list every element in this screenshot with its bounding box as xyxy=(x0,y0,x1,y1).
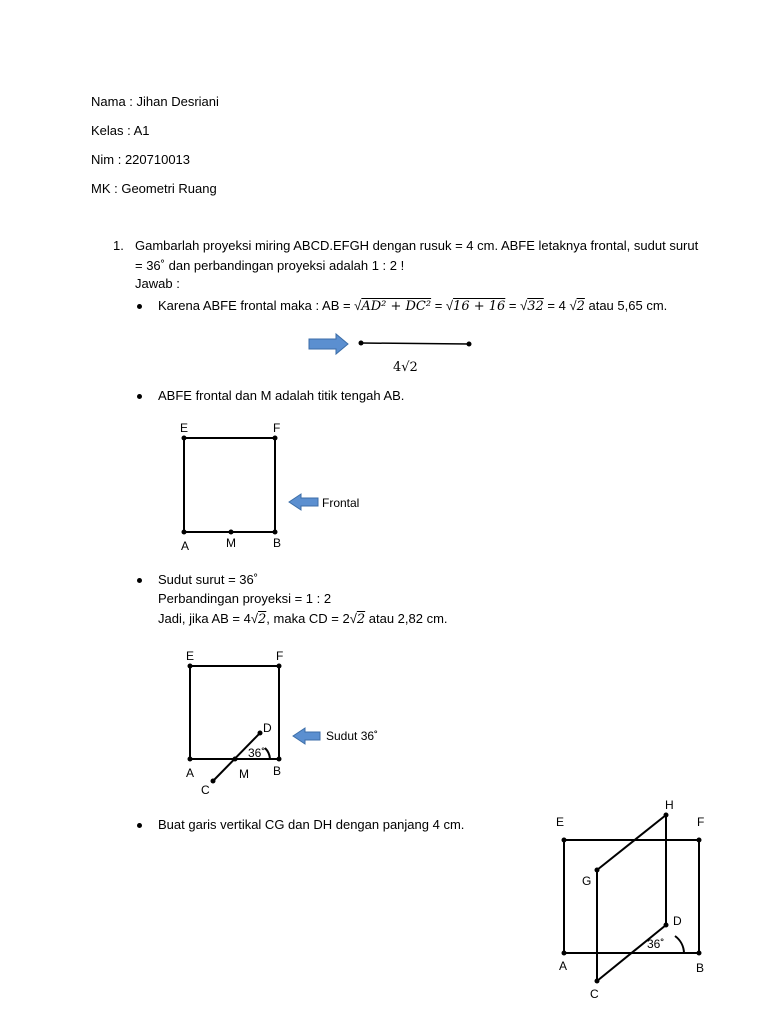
label-c2: C xyxy=(201,783,210,797)
point-a-dot xyxy=(182,530,187,535)
label-b2: B xyxy=(273,764,282,778)
segment-length-label: 4√2 xyxy=(393,360,418,375)
bullet-3-line-2: Perbandingan proyeksi = 1 : 2 xyxy=(158,591,332,606)
point-m2-dot xyxy=(233,757,238,762)
b1-mid-2: = √ xyxy=(505,298,528,313)
b3-l3-e: atau 2,82 cm. xyxy=(365,611,448,626)
angle-label-36-large: 36˚ xyxy=(647,937,665,951)
label-b: B xyxy=(273,536,282,550)
square-abfe xyxy=(184,438,275,532)
bullet-4-text: Buat garis vertikal CG dan DH dengan panjang 4 cm. xyxy=(158,817,465,832)
answer-label: Jawab : xyxy=(135,276,180,291)
label-d2: D xyxy=(263,721,272,735)
label-e4: E xyxy=(556,815,565,829)
label-f: F xyxy=(273,421,281,435)
point-d2-dot xyxy=(258,731,263,736)
left-arrow-icon xyxy=(289,494,318,510)
angle-arc-36-large xyxy=(675,936,684,953)
angle-label-36-small: 36˚ xyxy=(248,746,266,760)
point-g4-dot xyxy=(595,868,600,873)
point-b2-dot xyxy=(277,757,282,762)
nim-line: Nim : 220710013 xyxy=(91,152,191,167)
point-c4-dot xyxy=(595,979,600,984)
b3-l3-a: Jadi, jika AB = 4√ xyxy=(158,611,258,626)
label-f4: F xyxy=(697,815,705,829)
point-b4-dot xyxy=(697,951,702,956)
point-e2-dot xyxy=(188,664,193,669)
label-b4: B xyxy=(696,961,705,975)
left-arrow-icon-2 xyxy=(293,728,320,744)
b1-prefix: Karena ABFE frontal maka : AB = √ xyxy=(158,298,362,313)
b1-radicand-4: 2 xyxy=(576,299,585,314)
b3-l3-c: , maka CD = 2√ xyxy=(266,611,357,626)
point-e4-dot xyxy=(562,838,567,843)
point-e-dot xyxy=(182,436,187,441)
b3-l3-b: 2 xyxy=(258,612,267,627)
b1-radicand-2: 16 + 16 xyxy=(453,299,506,314)
label-c4: C xyxy=(590,987,599,1001)
label-g4: G xyxy=(582,874,592,888)
point-a4-dot xyxy=(562,951,567,956)
sudut-label: Sudut 36˚ xyxy=(326,729,379,743)
point-m-dot xyxy=(229,530,234,535)
b1-mid-1: = √ xyxy=(431,298,454,313)
b1-radicand-1: AD² + DC² xyxy=(361,299,432,314)
frontal-label: Frontal xyxy=(322,496,360,510)
bullet-2-text: ABFE frontal dan M adalah titik tengah AB. xyxy=(158,388,405,403)
point-f-dot xyxy=(273,436,278,441)
bullet-3-line-1: Sudut surut = 36˚ xyxy=(158,572,259,587)
segment-end-right xyxy=(467,342,472,347)
point-f4-dot xyxy=(697,838,702,843)
label-h4: H xyxy=(665,798,674,812)
figure-oblique-cube xyxy=(556,798,704,1001)
b1-radicand-3: 32 xyxy=(527,299,544,314)
label-a: A xyxy=(181,539,190,553)
label-f2: F xyxy=(276,649,284,663)
point-a2-dot xyxy=(188,757,193,762)
label-m: M xyxy=(226,536,236,550)
label-m2: M xyxy=(239,767,249,781)
line-gh xyxy=(597,815,666,870)
segment-end-left xyxy=(359,341,364,346)
point-c2-dot xyxy=(211,779,216,784)
segment-ab-line xyxy=(361,343,469,344)
label-e2: E xyxy=(186,649,195,663)
figure-receding-angle xyxy=(186,649,378,797)
front-face-abfe xyxy=(564,840,699,953)
mk-line: MK : Geometri Ruang xyxy=(91,181,217,196)
angle-arc-36 xyxy=(265,748,270,759)
b1-suffix: atau 5,65 cm. xyxy=(584,298,668,313)
point-h4-dot xyxy=(664,813,669,818)
question-line-2: = 36˚ dan perbandingan proyeksi adalah 1 : 2 ! xyxy=(135,258,405,273)
square-abfe-2 xyxy=(190,666,279,759)
figure-frontal-square xyxy=(180,421,359,553)
kelas-line: Kelas : A1 xyxy=(91,123,150,138)
label-e: E xyxy=(180,421,189,435)
figure-segment-ab xyxy=(309,334,472,375)
point-d4-dot xyxy=(664,923,669,928)
label-a2: A xyxy=(186,766,195,780)
point-b-dot xyxy=(273,530,278,535)
label-a4: A xyxy=(559,959,568,973)
point-f2-dot xyxy=(277,664,282,669)
question-line-1: Gambarlah proyeksi miring ABCD.EFGH dengan rusuk = 4 cm. ABFE letaknya frontal, sudut surut xyxy=(135,238,699,253)
b1-mid-3: = 4 √ xyxy=(543,298,577,313)
b3-l3-d: 2 xyxy=(356,612,366,627)
label-d4: D xyxy=(673,914,682,928)
nama-line: Nama : Jihan Desriani xyxy=(91,94,219,109)
question-number: 1. xyxy=(113,238,124,253)
right-arrow-icon xyxy=(309,334,348,354)
